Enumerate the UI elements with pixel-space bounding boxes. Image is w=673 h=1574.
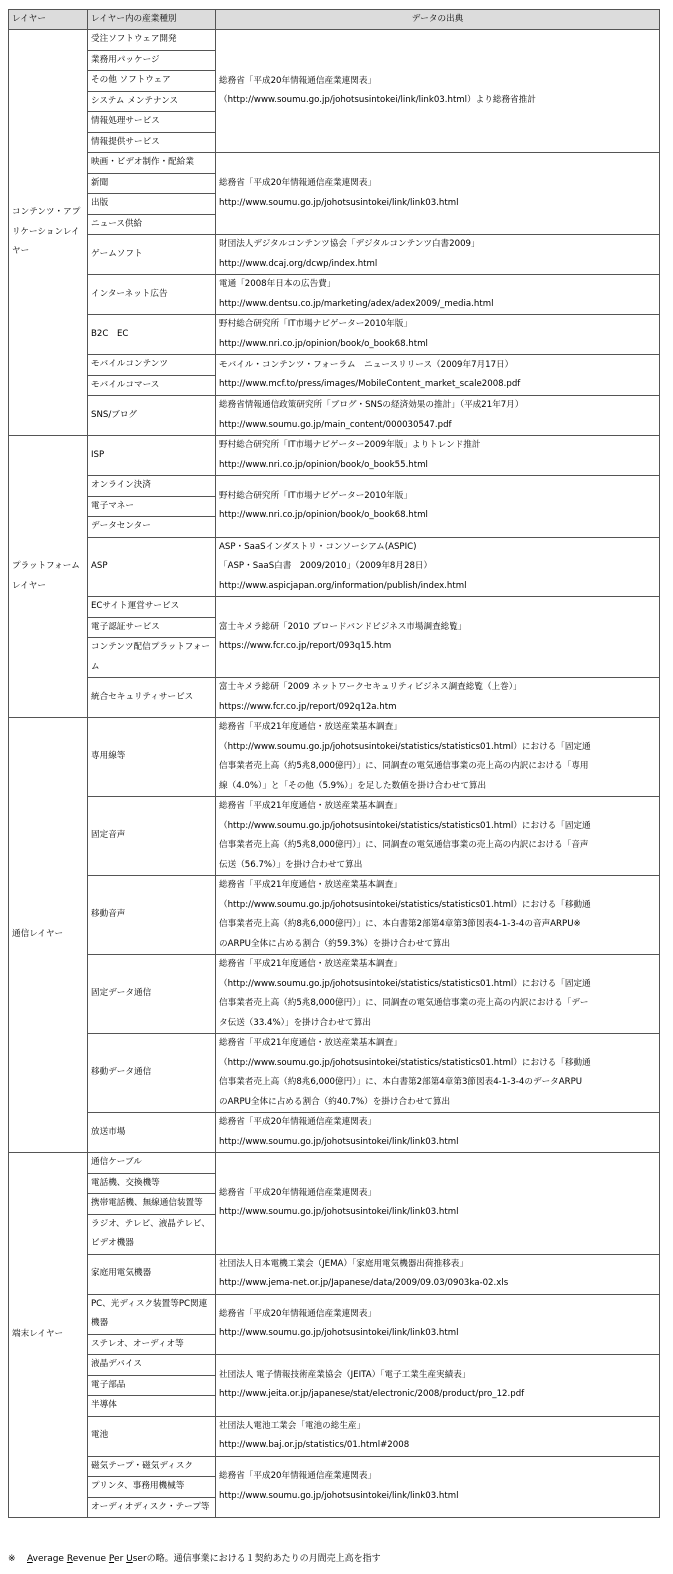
source-line: 総務省「平成21年度通信・放送産業基本調査」: [219, 959, 402, 969]
source-line: 線（4.0%）」と「その他（5.9%）」を足した数値を掛け合わせて算出: [219, 780, 487, 791]
industry-type-cell: 磁気テープ・磁気ディスク: [88, 1456, 216, 1477]
industry-type-cell: 電子マネー: [88, 496, 216, 517]
data-source-cell: [216, 1113, 660, 1153]
table-row: [9, 955, 660, 1034]
source-line: http://www.soumu.go.jp/main_content/000030547.pdf: [219, 419, 452, 430]
source-line: http://www.nri.co.jp/opinion/book/o_book68.html: [219, 338, 428, 349]
industry-type-cell: 電話機、交換機等: [88, 1173, 216, 1194]
industry-type-cell: 固定音声: [88, 797, 216, 876]
table-row: [9, 30, 660, 51]
table-row: [9, 1294, 660, 1334]
industry-type-cell: B2C EC: [88, 315, 216, 355]
industry-type-cell: オンライン決済: [88, 476, 216, 497]
table-row: [9, 235, 660, 275]
data-source-cell: [216, 678, 660, 718]
source-line: http://www.jema-net.or.jp/Japanese/data/2009/09.03/0903ka-02.xls: [219, 1278, 509, 1288]
industry-type-cell: ISP: [88, 436, 216, 476]
data-source-cell: [216, 1355, 660, 1417]
industry-type-cell: PC、光ディスク装置等PC関連機器: [88, 1294, 216, 1334]
data-source-cell: [216, 355, 660, 396]
source-line: （http://www.soumu.go.jp/johotsusintokei/statistics/statistics01.html）における「固定通: [219, 978, 591, 989]
industry-type-cell: インターネット広告: [88, 275, 216, 315]
source-line: 総務省「平成21年度通信・放送産業基本調査」: [219, 1038, 402, 1048]
source-line: （http://www.soumu.go.jp/johotsusintokei/link/link03.html）より総務省推計: [219, 95, 536, 105]
industry-type-cell: 携帯電話機、無線通信装置等: [88, 1194, 216, 1215]
data-source-cell: [216, 153, 660, 235]
footnote-text-r: evenue: [72, 1554, 109, 1564]
data-source-cell: [216, 876, 660, 955]
footnote-text-u: serの略。通信事業における１契約あたりの月間売上高を指す: [132, 1554, 381, 1564]
layer-cell: 通信レイヤー: [9, 718, 88, 1153]
source-line: 総務省「平成20年情報通信産業連関表」: [219, 1308, 377, 1319]
source-line: （http://www.soumu.go.jp/johotsusintokei/statistics/statistics01.html）における「移動通: [219, 1057, 591, 1068]
table-row: [9, 1254, 660, 1294]
source-line: 「ASP・SaaS白書 2009/2010」（2009年8月28日）: [219, 561, 433, 571]
industry-type-cell: ステレオ、オーディオ等: [88, 1334, 216, 1355]
source-line: のARPU全体に占める割合（約40.7%）を掛け合わせて算出: [219, 1096, 451, 1107]
source-table: [8, 9, 660, 1518]
industry-type-cell: ゲームソフト: [88, 235, 216, 275]
table-row: [9, 436, 660, 476]
footnote-initial-r: R: [66, 1554, 73, 1564]
data-source-cell: [216, 275, 660, 315]
data-source-cell: [216, 396, 660, 436]
industry-type-cell: 固定データ通信: [88, 955, 216, 1034]
source-line: 社団法人電池工業会「電池の総生産」: [219, 1420, 366, 1431]
industry-type-cell: その他 ソフトウェア: [88, 71, 216, 92]
footnote-initial-u: U: [126, 1554, 133, 1564]
data-source-cell: [216, 1416, 660, 1456]
industry-type-cell: 受注ソフトウェア開発: [88, 30, 216, 51]
industry-type-cell: 業務用パッケージ: [88, 50, 216, 71]
table-row: [9, 597, 660, 618]
source-line: 信事業者売上高（約5兆8,000億円）」に、同調査の電気通信事業の売上高の内訳における「専用: [219, 761, 589, 771]
industry-type-cell: 通信ケーブル: [88, 1153, 216, 1174]
table-row: [9, 537, 660, 597]
data-source-cell: [216, 436, 660, 476]
source-line: 総務省「平成20年情報通信産業連関表」: [219, 1187, 377, 1198]
data-source-cell: [216, 718, 660, 797]
industry-type-cell: 情報処理サービス: [88, 112, 216, 133]
source-line: 財団法人デジタルコンテンツ協会「デジタルコンテンツ白書2009」: [219, 239, 480, 249]
data-source-cell: [216, 1254, 660, 1294]
industry-type-cell: モバイルコマース: [88, 375, 216, 396]
source-line: 富士キメラ総研「2010 ブロードバンドビジネス市場調査総覧」: [219, 621, 467, 632]
table-row: [9, 355, 660, 376]
source-line: （http://www.soumu.go.jp/johotsusintokei/statistics/statistics01.html）における「移動通: [219, 899, 591, 910]
source-line: 野村総合研究所「IT市場ナビゲーター2010年版」: [219, 490, 412, 501]
source-line: 信事業者売上高（約8兆6,000億円）」に、本白書第2部第4章第3節図表4-1-3-4のデータARPU: [219, 1077, 583, 1087]
source-line: 総務省「平成21年度通信・放送産業基本調査」: [219, 722, 402, 732]
table-row: [9, 476, 660, 497]
industry-type-cell: オーディオディスク・テープ等: [88, 1497, 216, 1518]
table-row: [9, 396, 660, 436]
data-source-cell: [216, 235, 660, 275]
industry-type-cell: 出版: [88, 194, 216, 215]
footnote-initial-p: P: [108, 1554, 115, 1564]
source-line: のARPU全体に占める割合（約59.3%）を掛け合わせて算出: [219, 938, 451, 949]
industry-type-cell: 統合セキュリティサービス: [88, 678, 216, 718]
data-source-cell: [216, 797, 660, 876]
source-line: http://www.soumu.go.jp/johotsusintokei/link/link03.html: [219, 197, 459, 208]
header-layer: レイヤー: [9, 10, 88, 30]
source-line: http://www.soumu.go.jp/johotsusintokei/link/link03.html: [219, 1490, 459, 1501]
table-row: [9, 1034, 660, 1113]
source-line: http://www.dentsu.co.jp/marketing/adex/adex2009/_media.html: [219, 298, 494, 309]
source-line: https://www.fcr.co.jp/report/093q15.htm: [219, 641, 392, 651]
industry-type-cell: 家庭用電気機器: [88, 1254, 216, 1294]
source-line: 総務省情報通信政策研究所「ブログ・SNSの経済効果の推計」（平成21年7月）: [219, 400, 524, 410]
source-line: 電通「2008年日本の広告費」: [219, 279, 336, 289]
footnote: [8, 1552, 381, 1566]
source-line: http://www.dcaj.org/dcwp/index.html: [219, 258, 378, 269]
industry-type-cell: データセンター: [88, 517, 216, 538]
industry-type-cell: 移動音声: [88, 876, 216, 955]
source-line: http://www.nri.co.jp/opinion/book/o_book55.html: [219, 459, 428, 470]
source-line: https://www.fcr.co.jp/report/092q12a.htm: [219, 701, 397, 712]
industry-type-cell: コンテンツ配信プラットフォーム: [88, 638, 216, 678]
industry-type-cell: 新聞: [88, 173, 216, 194]
table-row: [9, 1456, 660, 1477]
table-row: [9, 1355, 660, 1376]
table-row: [9, 678, 660, 718]
layer-cell: 端末レイヤー: [9, 1153, 88, 1518]
data-source-cell: [216, 476, 660, 538]
source-line: 総務省「平成21年度通信・放送産業基本調査」: [219, 801, 402, 811]
data-source-cell: [216, 955, 660, 1034]
industry-type-cell: ニュース供給: [88, 214, 216, 235]
data-source-cell: [216, 1294, 660, 1355]
source-line: 伝送（56.7%）」を掛け合わせて算出: [219, 859, 363, 870]
header-row: [9, 10, 660, 30]
source-line: 社団法人日本電機工業会（JEMA）「家庭用電気機器出荷推移表」: [219, 1258, 468, 1269]
industry-type-cell: 情報提供サービス: [88, 132, 216, 153]
footnote-text-p: er: [114, 1554, 127, 1564]
industry-type-cell: ECサイト運営サービス: [88, 597, 216, 618]
source-line: 信事業者売上高（約5兆8,000億円）」に、同調査の電気通信事業の売上高の内訳における「デー: [219, 998, 589, 1008]
layer-cell: プラットフォームレイヤー: [9, 436, 88, 718]
source-line: http://www.soumu.go.jp/johotsusintokei/link/link03.html: [219, 1328, 459, 1339]
data-source-cell: [216, 537, 660, 597]
industry-type-cell: 放送市場: [88, 1113, 216, 1153]
source-line: 総務省「平成20年情報通信産業連関表」: [219, 75, 377, 86]
source-line: http://www.baj.or.jp/statistics/01.html#2008: [219, 1440, 410, 1450]
source-line: 信事業者売上高（約5兆8,000億円）」に、同調査の電気通信事業の売上高の内訳における「音声: [219, 840, 589, 850]
source-line: 信事業者売上高（約8兆6,000億円）」に、本白書第2部第4章第3節図表4-1-3-4の音声ARPU※: [219, 919, 581, 929]
source-line: 富士キメラ総研「2009 ネットワークセキュリティビジネス調査総覧（上巻）」: [219, 682, 522, 692]
layer-cell: コンテンツ・アプリケーションレイヤー: [9, 30, 88, 436]
table-row: [9, 275, 660, 315]
table-row: [9, 797, 660, 876]
industry-type-cell: システム メンテナンス: [88, 91, 216, 112]
industry-type-cell: 映画・ビデオ制作・配給業: [88, 153, 216, 174]
industry-type-cell: 専用線等: [88, 718, 216, 797]
table-row: [9, 1113, 660, 1153]
industry-type-cell: 液晶デバイス: [88, 1355, 216, 1376]
source-line: モバイル・コンテンツ・フォーラム ニュースリリース（2009年7月17日）: [219, 359, 514, 370]
industry-type-cell: モバイルコンテンツ: [88, 355, 216, 376]
table-row: [9, 1153, 660, 1174]
industry-type-cell: SNS/ブログ: [88, 396, 216, 436]
source-line: タ伝送（33.4%）」を掛け合わせて算出: [219, 1017, 371, 1028]
footnote-mark: ※: [8, 1554, 16, 1564]
source-line: （http://www.soumu.go.jp/johotsusintokei/statistics/statistics01.html）における「固定通: [219, 820, 591, 831]
table-row: [9, 718, 660, 797]
industry-type-cell: プリンタ、事務用機械等: [88, 1477, 216, 1498]
data-source-cell: [216, 1153, 660, 1255]
source-line: 野村総合研究所「IT市場ナビゲーター2009年版」よりトレンド推計: [219, 440, 481, 450]
source-line: http://www.soumu.go.jp/johotsusintokei/link/link03.html: [219, 1207, 459, 1218]
industry-type-cell: ASP: [88, 537, 216, 597]
data-source-cell: [216, 597, 660, 678]
industry-type-cell: 移動データ通信: [88, 1034, 216, 1113]
source-line: http://www.mcf.to/press/images/MobileContent_market_scale2008.pdf: [219, 379, 521, 389]
header-industry-type: レイヤー内の産業種別: [88, 10, 216, 30]
industry-type-cell: 半導体: [88, 1396, 216, 1417]
industry-type-cell: 電池: [88, 1416, 216, 1456]
footnote-text-a: verage: [32, 1554, 67, 1564]
table-row: [9, 876, 660, 955]
table-body: [9, 30, 660, 1518]
source-line: 総務省「平成21年度通信・放送産業基本調査」: [219, 880, 402, 890]
source-line: （http://www.soumu.go.jp/johotsusintokei/statistics/statistics01.html）における「固定通: [219, 741, 591, 752]
data-source-cell: [216, 30, 660, 153]
table-row: [9, 315, 660, 355]
industry-type-cell: 電子部品: [88, 1375, 216, 1396]
source-line: http://www.soumu.go.jp/johotsusintokei/link/link03.html: [219, 1136, 459, 1147]
table-row: [9, 1416, 660, 1456]
source-line: http://www.nri.co.jp/opinion/book/o_book68.html: [219, 510, 428, 521]
source-line: 総務省「平成20年情報通信産業連関表」: [219, 178, 377, 188]
industry-type-cell: ラジオ、テレビ、液晶テレビ、ビデオ機器: [88, 1214, 216, 1254]
data-source-cell: [216, 1034, 660, 1113]
data-source-cell: [216, 1456, 660, 1518]
source-line: 野村総合研究所「IT市場ナビゲーター2010年版」: [219, 319, 412, 329]
source-line: 総務省「平成20年情報通信産業連関表」: [219, 1471, 377, 1482]
table-row: [9, 153, 660, 174]
source-line: 総務省「平成20年情報通信産業連関表」: [219, 1117, 377, 1127]
header-data-source: データの出典: [216, 10, 660, 30]
source-line: http://www.aspicjapan.org/information/publish/index.html: [219, 580, 467, 591]
source-line: http://www.jeita.or.jp/japanese/stat/electronic/2008/product/pro_12.pdf: [219, 1389, 525, 1400]
footnote-initial-a: A: [27, 1554, 33, 1564]
industry-type-cell: 電子認証サービス: [88, 617, 216, 638]
source-line: ASP・SaaSインダストリ・コンソーシアム(ASPIC): [219, 541, 417, 552]
source-line: 社団法人 電子情報技術産業協会（JEITA）「電子工業生産実績表」: [219, 1369, 471, 1380]
data-source-cell: [216, 315, 660, 355]
